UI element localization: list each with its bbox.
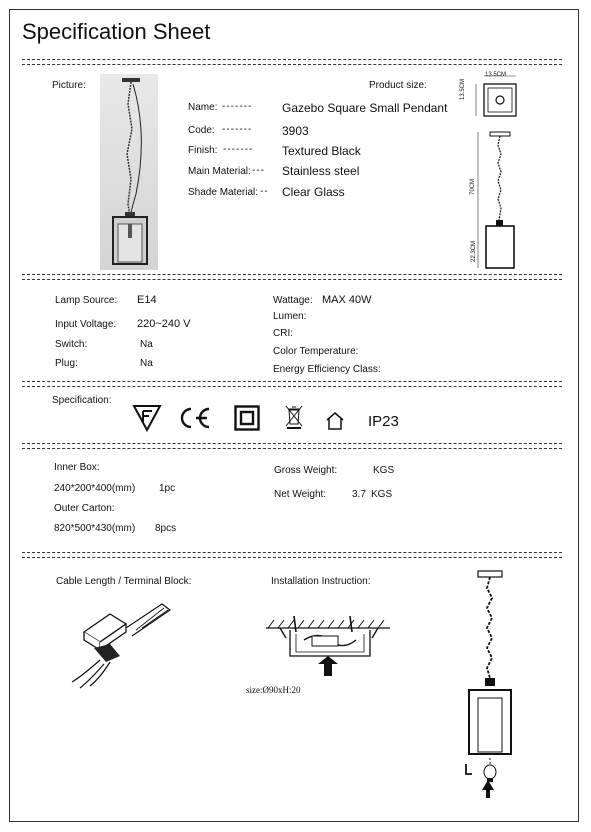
ip-rating: IP23 [368,413,399,430]
wattage-value: MAX 40W [322,294,372,306]
net-weight-unit: KGS [371,489,393,500]
separator [22,552,562,558]
separator [22,443,562,449]
switch-label: Switch: [55,339,88,350]
separator [22,274,562,280]
dimension-length: 70CM [470,178,476,195]
finish-leader: ------- [223,144,254,155]
name-leader: ------- [222,101,253,112]
outer-carton-qty: 8pcs [155,523,177,534]
ceiling-mount-diagram [260,610,400,690]
inner-box-qty: 1pc [159,483,176,494]
picture-label: Picture: [52,80,86,91]
cri-label: CRI: [273,328,293,339]
finish-label: Finish: [188,145,218,156]
finish-value: Textured Black [282,144,361,158]
separator [22,59,562,65]
lumen-label: Lumen: [273,311,307,322]
name-value: Gazebo Square Small Pendant [282,101,448,115]
page-title: Specification Sheet [22,19,211,44]
outer-carton-size: 820*500*430(mm) [54,523,136,534]
cable-length-label: Cable Length / Terminal Block: [56,576,192,587]
energy-class-label: Energy Efficiency Class: [273,364,381,375]
material-value: Stainless steel [282,164,360,178]
indoor-house-icon [325,411,345,431]
voltage-label: Input Voltage: [55,319,117,330]
canopy-size-label: size:Ø90xH:20 [246,685,301,695]
material-leader: --- [252,165,265,176]
inner-box-label: Inner Box: [54,462,100,473]
class-ii-icon [234,405,260,431]
lamp-source-value: E14 [137,294,157,306]
gross-weight-label: Gross Weight: [274,465,338,476]
color-temp-label: Color Temperature: [273,346,359,357]
plug-label: Plug: [55,358,78,369]
outer-carton-label: Outer Carton: [54,503,115,514]
pendant-assembly-diagram [458,568,518,808]
specification-label: Specification: [52,395,112,406]
dimension-depth: 13.5CM [460,78,466,100]
dimension-width: 13.5CM [485,72,507,78]
shade-label: Shade Material: [188,187,259,198]
code-value: 3903 [282,124,309,138]
separator [22,381,562,387]
code-label: Code: [188,125,215,136]
lamp-source-label: Lamp Source: [55,295,118,306]
gross-weight-unit: KGS [373,465,395,476]
shade-value: Clear Glass [282,185,345,199]
product-size-label: Product size: [369,80,427,91]
terminal-block-icon [70,600,180,690]
shade-leader: -- [260,186,269,197]
f-mark-icon [132,404,162,432]
installation-instruction-label: Installation Instruction: [271,576,371,587]
net-weight-value: 3.7 [352,489,366,500]
plug-value: Na [140,358,153,369]
wattage-label: Wattage: [273,295,313,306]
weee-bin-icon [284,404,304,430]
pendant-photo-icon [100,74,158,270]
net-weight-label: Net Weight: [274,489,327,500]
voltage-value: 220~240 V [137,318,191,330]
ce-mark-icon [176,406,212,430]
name-label: Name: [188,102,218,113]
material-label: Main Material: [188,166,251,177]
switch-value: Na [140,339,153,350]
product-photo [100,74,158,270]
inner-box-size: 240*200*400(mm) [54,483,136,494]
dimension-height: 22.3CM [471,240,477,262]
code-leader: ------- [222,124,253,135]
